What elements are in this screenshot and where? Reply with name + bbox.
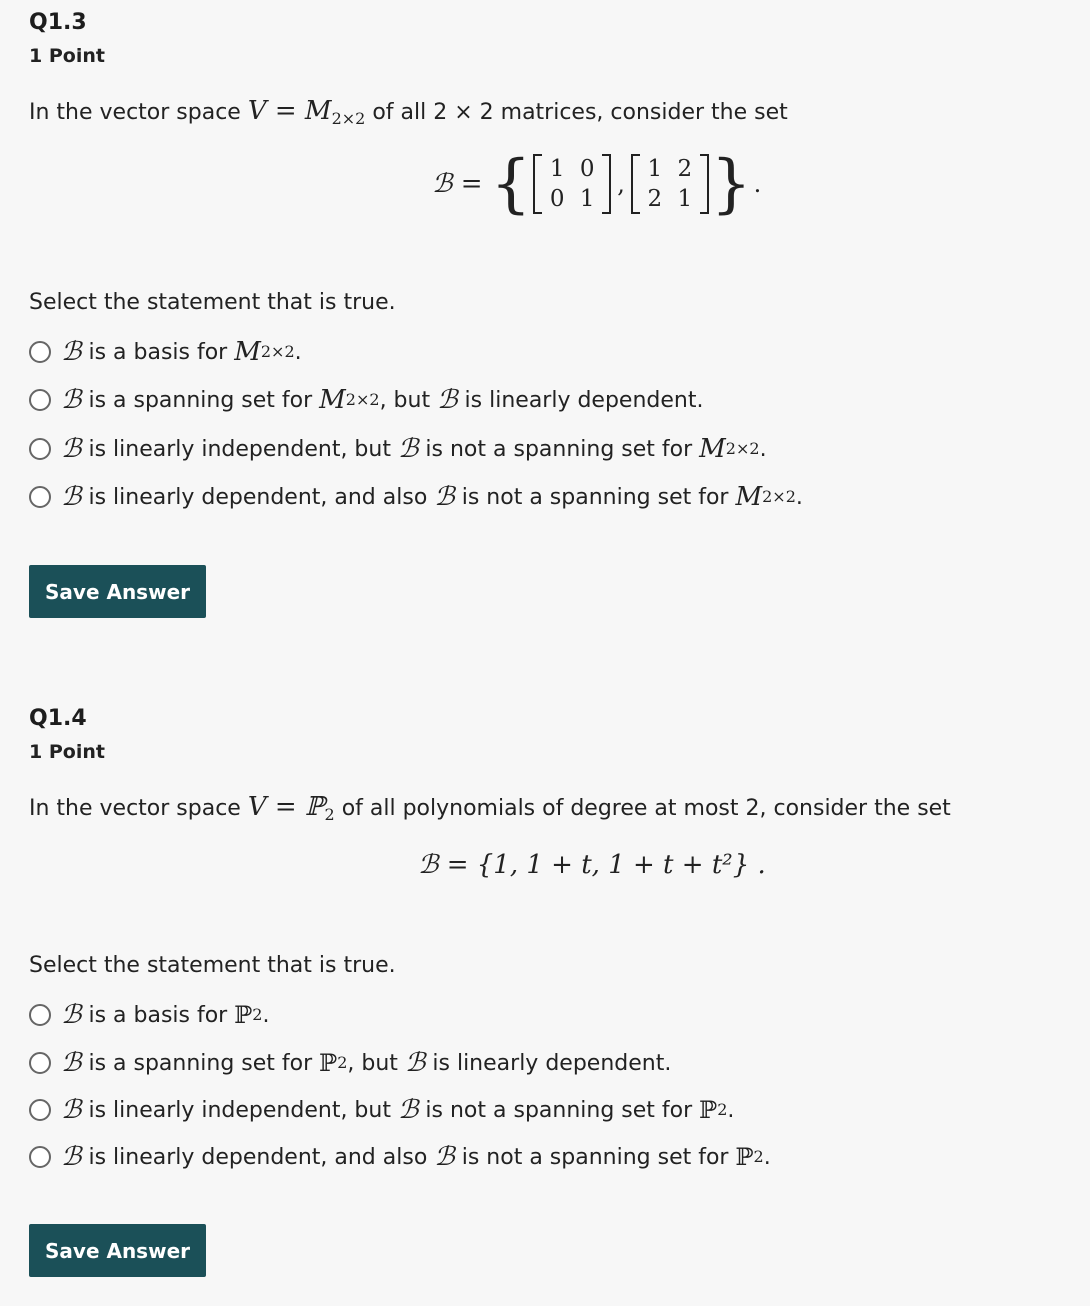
option-1[interactable]: ℬ is a basis for M 2×2 . — [29, 337, 302, 367]
matrix-1-cell: 1 — [579, 186, 595, 212]
select-prompt: Select the statement that is true. — [29, 290, 396, 315]
option-4[interactable]: ℬ is linearly dependent, and also ℬ is not a spanning set for ℙ 2 . — [29, 1142, 771, 1172]
matrix-2-cell: 2 — [647, 186, 663, 212]
radio-button[interactable] — [29, 1004, 51, 1026]
option-1[interactable]: ℬ is a basis for ℙ 2 . — [29, 1000, 269, 1030]
set-lhs: ℬ = — [432, 169, 483, 199]
question-intro: In the vector space $V = M_{2\times 2}$ of all 2 × 2 matrices, consider the set — [29, 96, 788, 128]
right-brace: } — [710, 147, 752, 221]
question-points: 1 Point — [29, 741, 105, 763]
radio-button[interactable] — [29, 1146, 51, 1168]
matrix-1-cell: 0 — [549, 186, 565, 212]
option-4[interactable]: ℬ is linearly dependent, and also ℬ is not a spanning set for M 2×2 . — [29, 482, 803, 512]
question-points: 1 Point — [29, 45, 105, 67]
option-2[interactable]: ℬ is a spanning set for ℙ 2 , but ℬ is linearly dependent. — [29, 1048, 671, 1078]
left-brace: { — [490, 147, 532, 221]
option-2[interactable]: ℬ is a spanning set for M 2×2 , but ℬ is linearly dependent. — [29, 385, 703, 415]
save-answer-button[interactable]: Save Answer — [29, 565, 206, 618]
radio-button[interactable] — [29, 1099, 51, 1121]
matrix-1-cell: 1 — [549, 156, 565, 182]
radio-button[interactable] — [29, 1052, 51, 1074]
question-title: Q1.3 — [29, 10, 87, 35]
matrix-2-cell: 1 — [677, 186, 693, 212]
matrix-2-cell: 2 — [677, 156, 693, 182]
option-3[interactable]: ℬ is linearly independent, but ℬ is not a spanning set for ℙ 2 . — [29, 1095, 734, 1125]
option-3[interactable]: ℬ is linearly independent, but ℬ is not a spanning set for M 2×2 . — [29, 434, 767, 464]
radio-button[interactable] — [29, 438, 51, 460]
matrix-set: ℬ = { 1 0 0 1 , 1 2 2 1 } . — [432, 147, 762, 221]
matrix-2-cell: 1 — [647, 156, 663, 182]
matrix-1-cell: 0 — [579, 156, 595, 182]
matrix-1 — [533, 154, 611, 214]
radio-button[interactable] — [29, 486, 51, 508]
polynomial-set: ℬ = {1, 1 + t, 1 + t + t²} . — [418, 850, 766, 880]
radio-button[interactable] — [29, 341, 51, 363]
radio-button[interactable] — [29, 389, 51, 411]
save-answer-button[interactable]: Save Answer — [29, 1224, 206, 1277]
question-intro: In the vector space V = ℙ$_2$ of all polynomials of degree at most 2, consider the set — [29, 792, 951, 824]
question-title: Q1.4 — [29, 706, 87, 731]
select-prompt: Select the statement that is true. — [29, 953, 396, 978]
matrix-2 — [631, 154, 709, 214]
